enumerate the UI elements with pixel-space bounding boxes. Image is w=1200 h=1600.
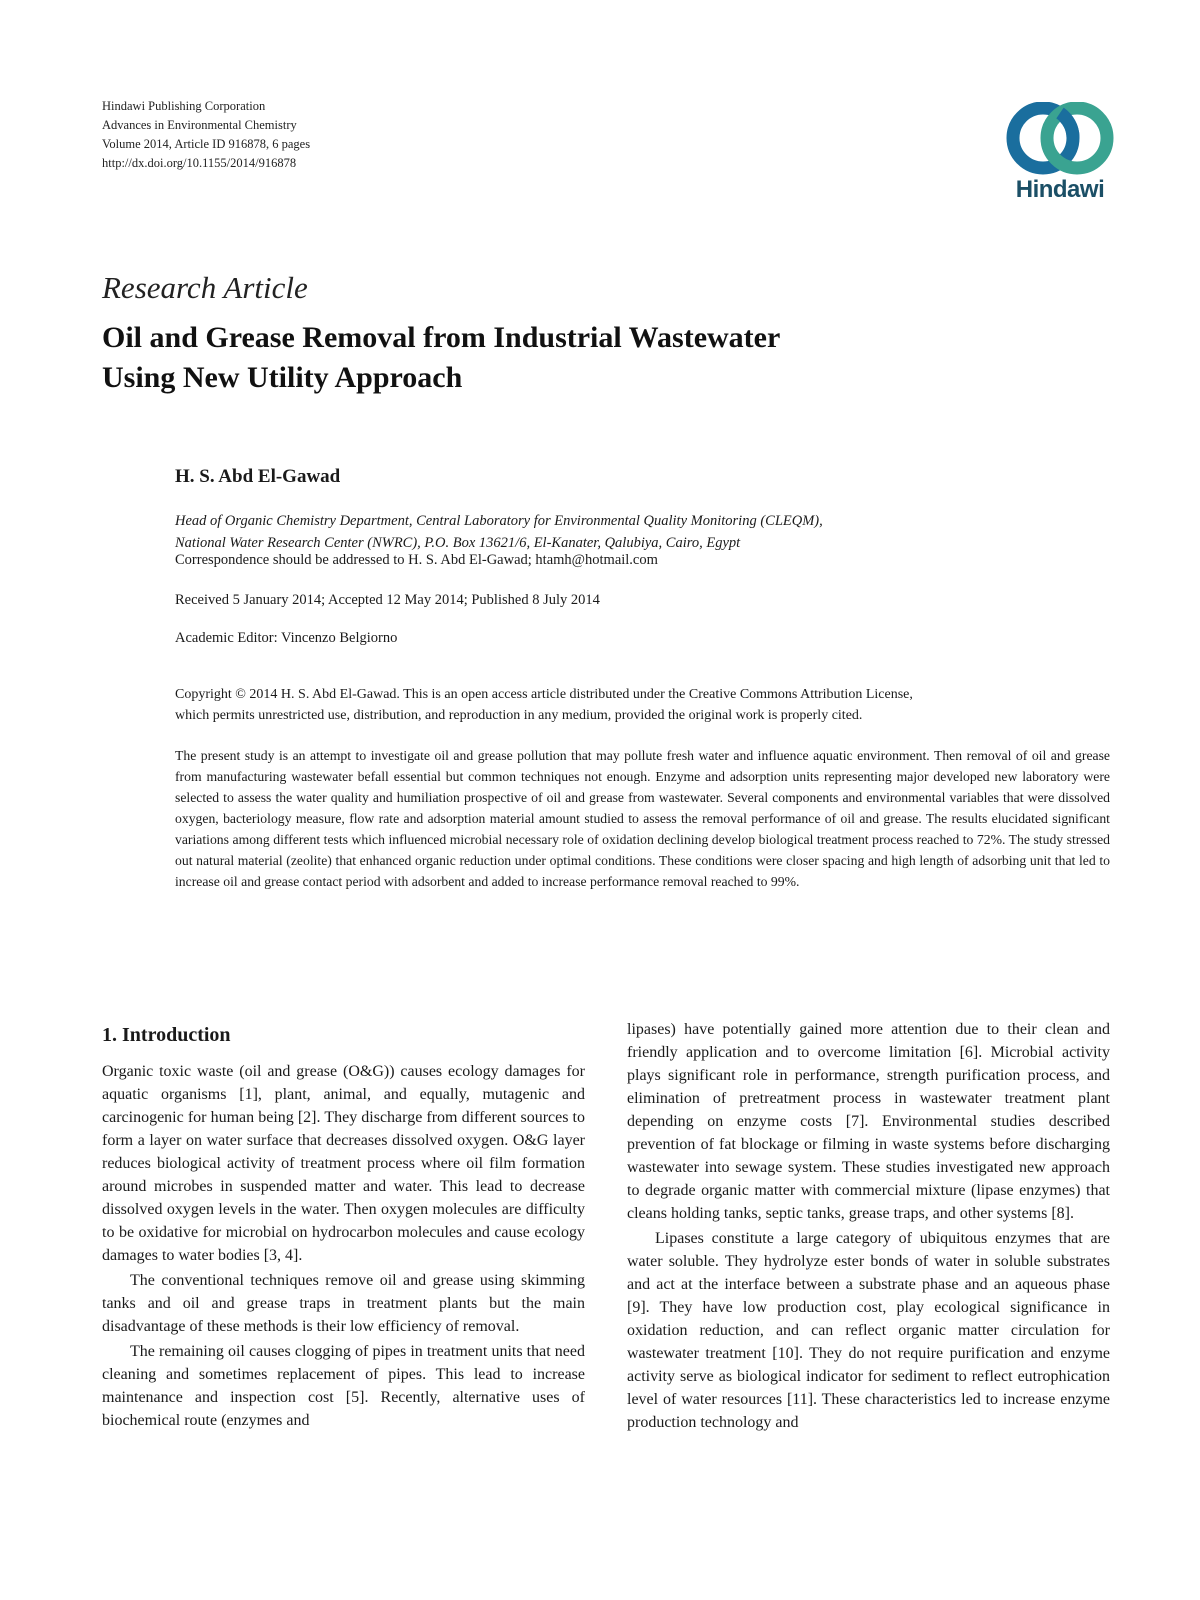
academic-editor: Academic Editor: Vincenzo Belgiorno [175, 630, 398, 646]
abstract: The present study is an attempt to investigate oil and grease pollution that may pollute fresh water and influence aquatic environment. Then removal of oil and grease from manufacturing wastewater befall essential but common techniques not enough. Enzyme and adsorption units representing major developed new laboratory were selected to assess the water quality and humiliation prospective of oil and grease from wastewater. Several components and environmental variables that were dissolved oxygen, bacteriology measure, flow rate and adsorption material amount studied to assess the removal performance of oil and grease. The results elucidated significant variations among different tests which influenced microbial necessary role of oxidation declining develop biological treatment process reached to 72%. The study stressed out natural material (zeolite) that enhanced organic reduction under optimal conditions. These conditions were closer spacing and high length of adsorbing unit that led to increase oil and grease contact period with adsorbent and added to increase performance removal reached to 99%. [175, 748, 1110, 889]
copyright-notice [175, 684, 1110, 726]
journal-name: Advances in Environmental Chemistry [102, 118, 297, 132]
section-heading: 1. Introduction [102, 1024, 231, 1046]
paragraph: Organic toxic waste (oil and grease (O&G)) causes ecology damages for aquatic organisms [1], plant, animal, and equally, mutagenic and carcinogenic for human being [2]. They discharge from different sources to form a layer on water surface that decreases dissolved oxygen. O&G layer reduces biological activity of treatment process where oil film formation around microbes in suspended matter and water. This lead to decrease dissolved oxygen levels in the water. Then oxygen molecules are difficulty to be oxidative for microbial on hydrocarbon molecules and cause ecology damages to water bodies [3, 4]. [102, 1063, 585, 1264]
affiliation-line-2: National Water Research Center (NWRC), P.O. Box 13621/6, El-Kanater, Qalubiya, Cairo, Egypt [175, 535, 741, 551]
logo-text: Hindawi [1015, 176, 1105, 203]
affiliation [175, 510, 823, 554]
paragraph: The conventional techniques remove oil and grease using skimming tanks and oil and grease traps in treatment plants but the main disadvantage of these methods is their low efficiency of removal. [102, 1272, 585, 1335]
copyright-line-2: which permits unrestricted use, distribution, and reproduction in any medium, provided the original work is properly cited. [175, 708, 863, 723]
left-column [102, 1022, 585, 1432]
paragraph: Lipases constitute a large category of ubiquitous enzymes that are water soluble. They hydrolyze ester bonds of water in soluble substrates and act at the interface between a substrate phase and an aqueous phase [9]. They have low production cost, play ecological significance in oxidation reduction, and can reflect organic matter circulation for wastewater treatment [10]. They do not require purification and enzyme activity serve as biological indicator for sediment to reflect eutrophication level of water resources [11]. These characteristics led to increase enzyme production technology and [627, 1230, 1110, 1431]
title-line-1: Oil and Grease Removal from Industrial Wastewater [102, 321, 781, 354]
author-name: H. S. Abd El-Gawad [175, 466, 341, 487]
copyright-line-1: Copyright © 2014 H. S. Abd El-Gawad. This is an open access article distributed under the Creative Commons Attribution License, [175, 687, 913, 702]
affiliation-line-1: Head of Organic Chemistry Department, Central Laboratory for Environmental Quality Monitoring (CLEQM), [175, 513, 823, 529]
publisher-name: Hindawi Publishing Corporation [102, 99, 266, 113]
volume-info: Volume 2014, Article ID 916878, 6 pages [102, 137, 311, 151]
title-line-2: Using New Utility Approach [102, 361, 463, 394]
article-title [102, 318, 1002, 398]
article-type: Research Article [102, 270, 308, 305]
paragraph: The remaining oil causes clogging of pipes in treatment units that need cleaning and sometimes replacement of pipes. This lead to increase maintenance and inspection cost [5]. Recently, alternative uses of biochemical route (enzymes and [102, 1343, 585, 1429]
hindawi-rings-icon [1005, 102, 1115, 182]
journal-info [102, 97, 310, 173]
paragraph: lipases) have potentially gained more attention due to their clean and friendly application and to overcome limitation [6]. Microbial activity plays significant role in performance, strength purification process, and elimination of pretreatment process in wastewater treatment plant depending on enzyme costs [7]. Environmental studies described prevention of fat blockage or filming in waste systems before discharging wastewater into sewage system. These studies investigated new approach to degrade organic matter with commercial mixture (lipase enzymes) that cleans holding tanks, septic tanks, grease traps, and other systems [8]. [627, 1021, 1110, 1222]
doi-link[interactable]: http://dx.doi.org/10.1155/2014/916878 [102, 156, 297, 170]
right-column [627, 1018, 1110, 1434]
publication-dates: Received 5 January 2014; Accepted 12 May 2014; Published 8 July 2014 [175, 592, 600, 608]
correspondence: Correspondence should be addressed to H. S. Abd El-Gawad; htamh@hotmail.com [175, 552, 658, 568]
hindawi-logo [1005, 102, 1120, 207]
